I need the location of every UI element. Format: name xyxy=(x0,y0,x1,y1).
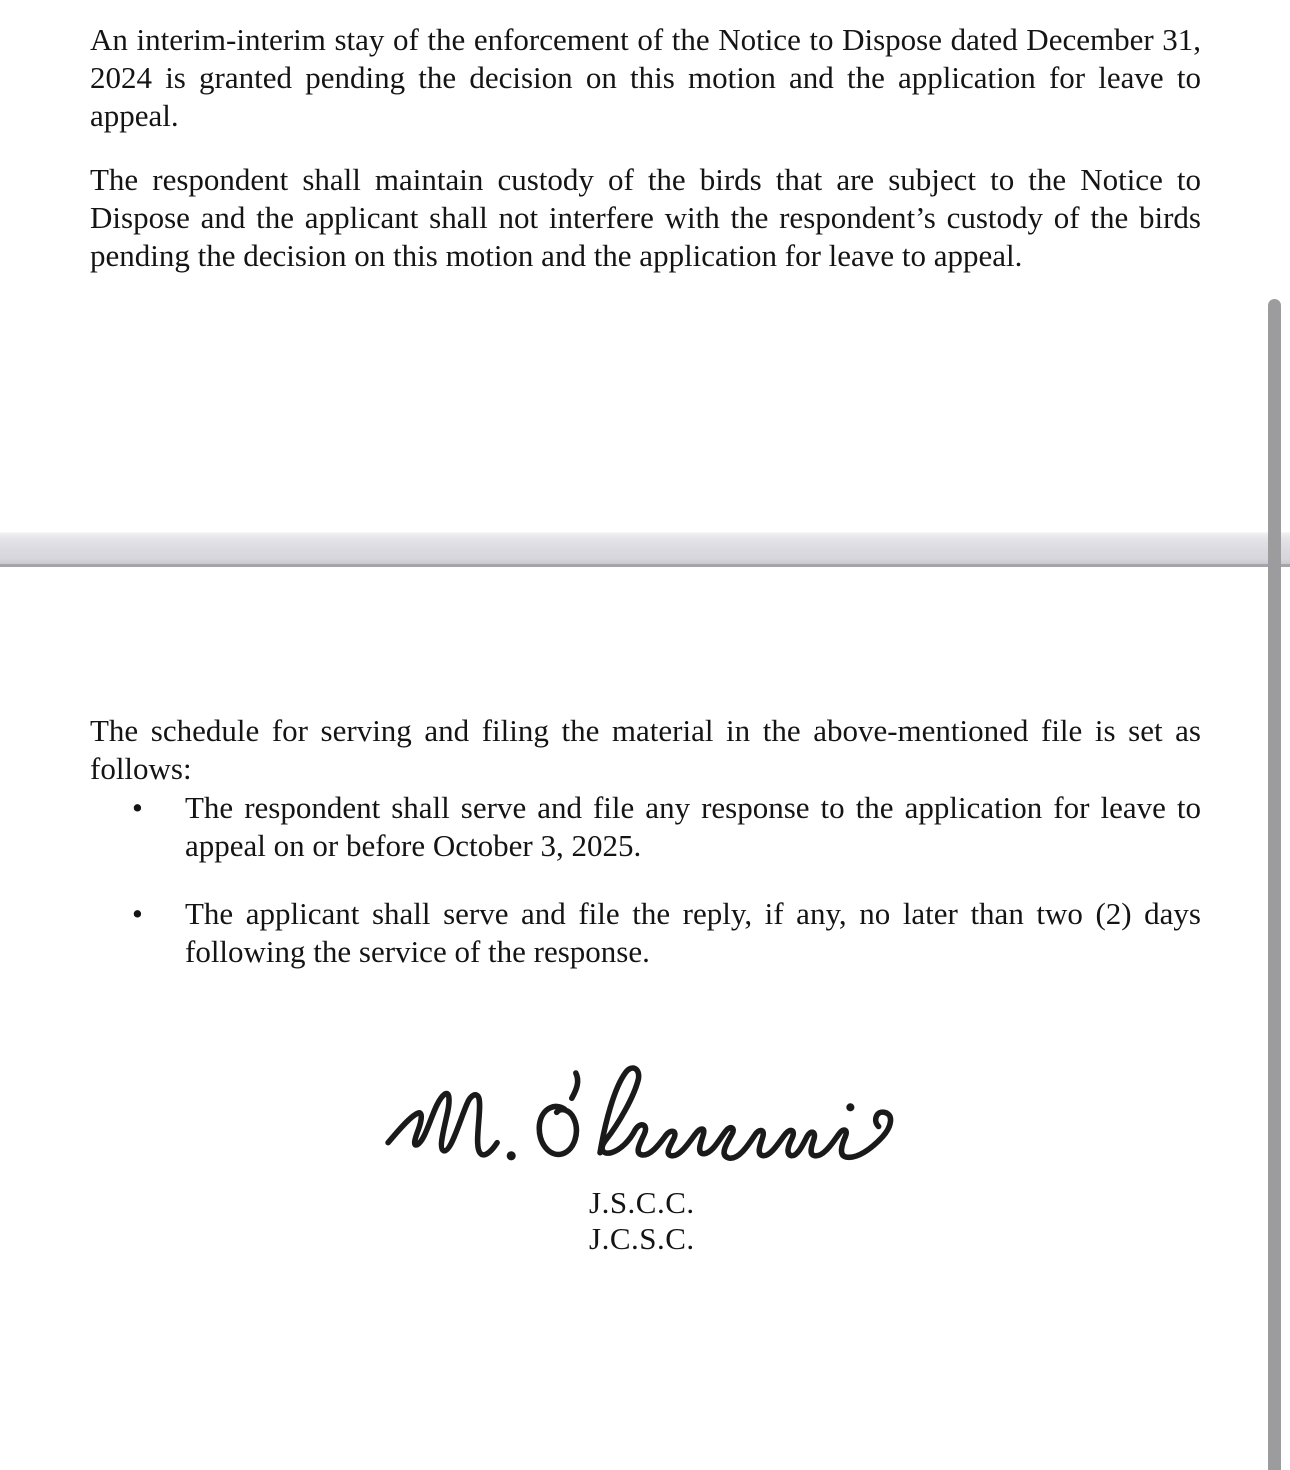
page-break-gap xyxy=(0,532,1290,567)
scrollbar-thumb[interactable] xyxy=(1268,299,1281,1470)
paragraph-interim-stay: An interim-interim stay of the enforcement of the Notice to Dispose dated December 31, 2024 is granted pending the decision on this motion and the application for leave to appeal. xyxy=(90,22,1201,133)
signature-apostrophe xyxy=(572,1073,578,1098)
signature-stroke-m xyxy=(388,1094,497,1155)
bullet-icon: • xyxy=(132,790,143,825)
paragraph-custody: The respondent shall maintain custody of the birds that are subject to the Notice to Dispose and the applicant shall not interfere with the respondent’s custody of the birds pending the decision on this motion and the application for leave to appeal. xyxy=(90,162,1201,273)
signature-period-dot xyxy=(507,1151,516,1160)
bullet-text: The respondent shall serve and file any response to the application for leave to appeal on or before October 3, 2025. xyxy=(185,790,1201,863)
list-item-applicant-reply xyxy=(90,895,1201,971)
signature-credentials xyxy=(589,1185,695,1257)
signature-i-dot xyxy=(846,1103,854,1111)
signature-stroke-o xyxy=(539,1106,576,1154)
signature-image xyxy=(380,1058,920,1193)
list-item-respondent-response xyxy=(90,789,1201,865)
credential-line-jscc: J.S.C.C. xyxy=(589,1185,695,1220)
bullet-icon: • xyxy=(132,896,143,931)
signature-stroke-bonsawin xyxy=(600,1068,891,1158)
paragraph-schedule-intro: The schedule for serving and filing the material in the above-mentioned file is set as follows: xyxy=(90,713,1201,786)
credential-line-jcsc: J.C.S.C. xyxy=(589,1221,695,1256)
bullet-text: The applicant shall serve and file the reply, if any, no later than two (2) days following the service of the response. xyxy=(185,896,1201,969)
